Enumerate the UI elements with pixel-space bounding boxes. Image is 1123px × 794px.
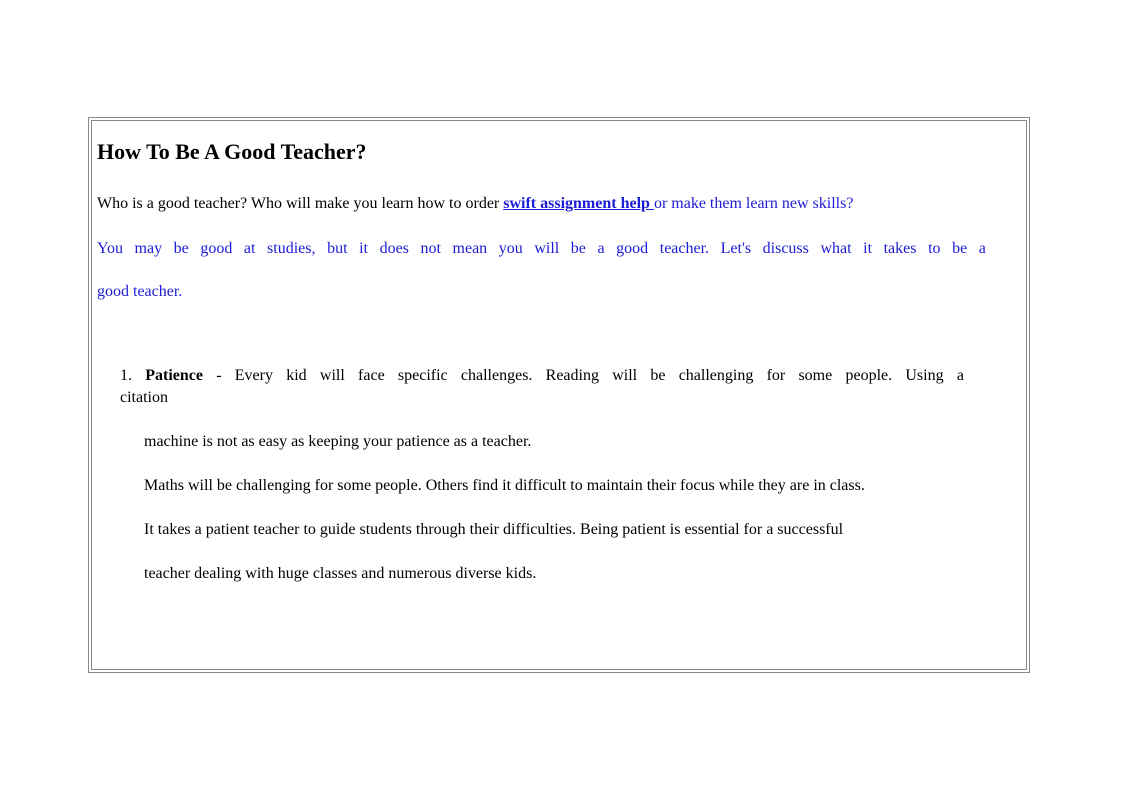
- word: be: [570, 240, 586, 257]
- word: good: [200, 240, 233, 257]
- word: it: [359, 240, 368, 257]
- list-item-number: 1.: [120, 367, 132, 384]
- list-item-1-line-3: Maths will be challenging for some people. Others find it difficult to maintain their focus while they are in class.: [144, 477, 865, 494]
- word: be: [952, 240, 968, 257]
- list-item-1-line-1b: citation: [120, 389, 168, 406]
- word: some: [798, 367, 833, 384]
- list-item-1-line-2: machine is not as easy as keeping your patience as a teacher.: [144, 433, 532, 450]
- word: not: [420, 240, 441, 257]
- swift-assignment-help-link[interactable]: swift assignment help: [503, 195, 654, 212]
- word: studies,: [267, 240, 316, 257]
- word: good: [616, 240, 649, 257]
- word: people.: [845, 367, 893, 384]
- word: may: [134, 240, 163, 257]
- word: will: [534, 240, 560, 257]
- list-item-1-line-1: [120, 366, 964, 386]
- word: kid: [286, 367, 307, 384]
- word: a: [956, 367, 964, 384]
- word: will: [612, 367, 638, 384]
- word: mean: [452, 240, 488, 257]
- word: face: [358, 367, 385, 384]
- word: a: [978, 240, 986, 257]
- word: at: [243, 240, 256, 257]
- word: will: [319, 367, 345, 384]
- word: teacher.: [659, 240, 710, 257]
- intro-paragraph: [97, 194, 853, 214]
- word: what: [820, 240, 852, 257]
- word: Let's: [720, 240, 752, 257]
- word: specific: [397, 367, 448, 384]
- intro-lead-text: Who is a good teacher? Who will make you learn how to order: [97, 195, 504, 212]
- list-item-heading: Patience: [145, 367, 203, 384]
- list-item-1-line-5: teacher dealing with huge classes and numerous diverse kids.: [144, 565, 537, 582]
- word: a: [597, 240, 605, 257]
- word: but: [327, 240, 348, 257]
- word: Reading: [545, 367, 599, 384]
- word: challenges.: [460, 367, 533, 384]
- paragraph-2-line-1: [97, 239, 986, 259]
- word: discuss: [762, 240, 809, 257]
- paragraph-2-line-2: good teacher.: [97, 283, 183, 300]
- word: you: [498, 240, 523, 257]
- word: challenging: [678, 367, 754, 384]
- word: Using: [905, 367, 944, 384]
- word: Every: [234, 367, 273, 384]
- word: for: [766, 367, 786, 384]
- page-title: How To Be A Good Teacher?: [97, 139, 367, 164]
- intro-tail-text: or make them learn new skills?: [653, 195, 854, 212]
- word: does: [379, 240, 409, 257]
- word: be: [650, 367, 666, 384]
- word: be: [173, 240, 189, 257]
- word: to: [928, 240, 941, 257]
- word: -: [216, 367, 222, 384]
- word: it: [863, 240, 873, 257]
- word: You: [97, 240, 123, 257]
- list-item-1-line-4: It takes a patient teacher to guide students through their difficulties. Being patient is essential for a successful: [144, 521, 844, 538]
- word: takes: [883, 240, 917, 257]
